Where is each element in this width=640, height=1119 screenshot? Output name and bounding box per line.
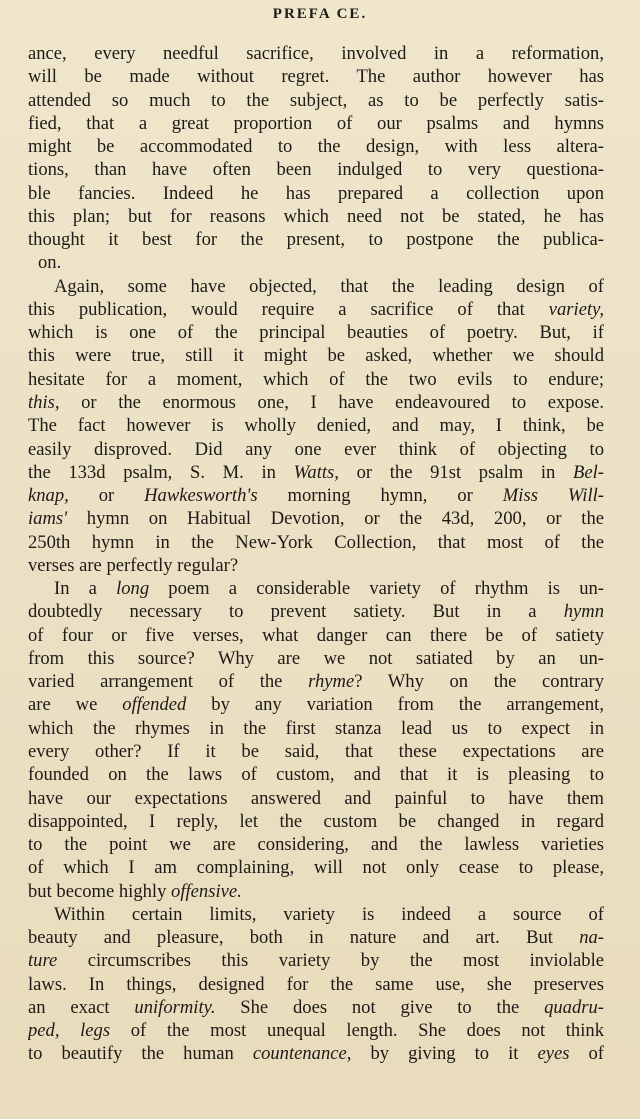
text-line	[28, 717, 604, 740]
text-line	[28, 763, 604, 786]
text-line	[28, 1019, 604, 1042]
text-line	[28, 484, 604, 507]
text-run: The fact however is wholly denied, and may, I think, be	[28, 415, 604, 437]
text-run: which is one of the principal beauties of poetry. But, if	[28, 322, 604, 344]
text-run: to beautify the human	[28, 1043, 253, 1065]
text-line	[28, 298, 604, 321]
text-run: by giving to it	[351, 1043, 538, 1065]
text-run: circumscribes this variety by the most inviolable	[57, 950, 604, 972]
text-run: Within certain limits, variety is indeed a source of	[54, 903, 604, 925]
text-line	[28, 42, 604, 65]
text-line	[28, 880, 604, 903]
text-line	[28, 205, 604, 228]
text-run: poem a considerable variety of rhythm is un-	[149, 578, 604, 600]
text-run: ble fancies. Indeed he has prepared a collection upon	[28, 182, 604, 204]
text-line	[28, 856, 604, 879]
text-line	[28, 89, 604, 112]
text-line	[28, 624, 604, 647]
text-run: thought it best for the present, to postpone the publica-	[28, 229, 604, 251]
text-line	[28, 554, 604, 577]
text-run: are we	[28, 694, 123, 716]
text-run: morning hymn, or	[257, 485, 503, 507]
text-line	[28, 438, 604, 461]
text-run: will be made without regret. The author however has	[28, 66, 604, 88]
italic-text: uniformity.	[134, 996, 216, 1018]
text-line	[28, 182, 604, 205]
text-run: tions, than have often been indulged to very questiona-	[28, 159, 604, 181]
italic-text: quadru-	[544, 996, 604, 1018]
text-run: Again, some have objected, that the leading design of	[54, 275, 604, 297]
text-run: In a	[54, 578, 117, 600]
italic-text: long	[116, 578, 150, 600]
text-run: have our expectations answered and painful to have them	[28, 787, 604, 809]
text-run: fied, that a great proportion of our psalms and hymns	[28, 112, 604, 134]
text-line	[28, 228, 604, 251]
text-line	[28, 391, 604, 414]
italic-text: na-	[579, 927, 604, 949]
text-run: beauty and pleasure, both in nature and art. But	[28, 927, 580, 949]
text-run: attended so much to the subject, as to be perfectly satis-	[28, 89, 604, 111]
italic-text: Miss Will-	[502, 485, 604, 507]
italic-text: Bel-	[573, 461, 604, 483]
text-line	[28, 740, 604, 763]
text-line	[28, 251, 604, 274]
text-run: laws. In things, designed for the same use, she preserves	[28, 973, 604, 995]
italic-text: offended	[122, 694, 187, 716]
text-run: an exact	[28, 996, 135, 1018]
text-line	[28, 321, 604, 344]
text-run: She does not give to the	[215, 996, 545, 1018]
text-line	[28, 670, 604, 693]
text-run: from this source? Why are we not satiated by an un-	[28, 647, 604, 669]
text-run: the 133d psalm, S. M. in	[28, 461, 294, 483]
italic-text: offensive.	[171, 880, 242, 902]
text-run: or	[68, 485, 145, 507]
text-line	[28, 135, 604, 158]
text-line	[28, 65, 604, 88]
text-line	[28, 531, 604, 554]
text-line	[28, 647, 604, 670]
text-run: of the most unequal length. She does not think	[110, 1020, 604, 1042]
paragraph-start-line	[28, 577, 604, 600]
text-run: by any variation from the arrangement,	[186, 694, 604, 716]
text-line	[28, 810, 604, 833]
text-run: but become highly	[28, 880, 172, 902]
italic-text: knap,	[28, 485, 69, 507]
page-header: PREFA CE.	[272, 6, 368, 22]
text-run: verses are perfectly regular?	[28, 554, 239, 576]
text-run: of	[569, 1043, 604, 1065]
text-line	[28, 949, 604, 972]
paragraph-start-line	[28, 903, 604, 926]
italic-text: variety,	[548, 298, 604, 320]
text-run: ance, every needful sacrifice, involved in a reformation,	[28, 43, 604, 64]
text-line	[28, 926, 604, 949]
text-run: easily disproved. Did any one ever think of objecting to	[28, 438, 604, 460]
text-run: hymn on Habitual Devotion, or the 43d, 200, or the	[67, 508, 604, 530]
text-run: of which I am complaining, will not only cease to please,	[28, 857, 604, 879]
text-line	[28, 344, 604, 367]
text-run: on.	[38, 252, 62, 274]
italic-text: rhyme	[308, 671, 355, 693]
text-run: hesitate for a moment, which of the two evils to endure;	[28, 368, 604, 390]
italic-text: legs	[80, 1020, 111, 1042]
italic-text: countenance,	[252, 1043, 352, 1065]
text-line	[28, 158, 604, 181]
text-run: ? Why on the contrary	[354, 671, 604, 693]
text-run: varied arrangement of the	[28, 671, 309, 693]
text-line	[28, 507, 604, 530]
text-run: doubtedly necessary to prevent satiety. But in a	[28, 601, 564, 623]
text-run: 250th hymn in the New-York Collection, that most of the	[28, 531, 604, 553]
text-run: might be accommodated to the design, with less altera-	[28, 136, 604, 158]
text-run: of four or five verses, what danger can there be of satiety	[28, 624, 604, 646]
text-run: every other? If it be said, that these expectations are	[28, 740, 604, 762]
text-line	[28, 112, 604, 135]
text-line	[28, 973, 604, 996]
italic-text: eyes	[537, 1043, 570, 1065]
text-run: founded on the laws of custom, and that it is pleasing to	[28, 764, 604, 786]
text-run: or the 91st psalm in	[338, 461, 574, 483]
text-line	[28, 1042, 604, 1065]
paragraph-start-line	[28, 275, 604, 298]
text-line	[28, 787, 604, 810]
italic-text: ped,	[28, 1020, 60, 1042]
text-line	[28, 414, 604, 437]
text-line	[28, 693, 604, 716]
text-line	[28, 600, 604, 623]
text-run: this publication, would require a sacrifice of that	[28, 298, 549, 320]
italic-text: Hawkesworth's	[144, 485, 258, 507]
text-run: which the rhymes in the first stanza lead us to expect in	[28, 717, 604, 739]
text-line	[28, 368, 604, 391]
text-line	[28, 996, 604, 1019]
text-run: this plan; but for reasons which need not be stated, he has	[28, 205, 604, 227]
text-run: disappointed, I reply, let the custom be changed in regard	[28, 810, 604, 832]
body-text	[28, 42, 604, 1066]
text-run: this were true, still it might be asked, whether we should	[28, 345, 604, 367]
text-line	[28, 461, 604, 484]
italic-text: Watts,	[293, 461, 339, 483]
text-run: to the point we are considering, and the lawless varieties	[28, 834, 604, 856]
italic-text: ture	[28, 950, 58, 972]
italic-text: iams'	[28, 508, 68, 530]
text-line	[28, 833, 604, 856]
text-run	[60, 1020, 81, 1041]
italic-text: this,	[28, 391, 60, 413]
text-run: or the enormous one, I have endeavoured to expose.	[59, 391, 604, 413]
italic-text: hymn	[563, 601, 604, 623]
